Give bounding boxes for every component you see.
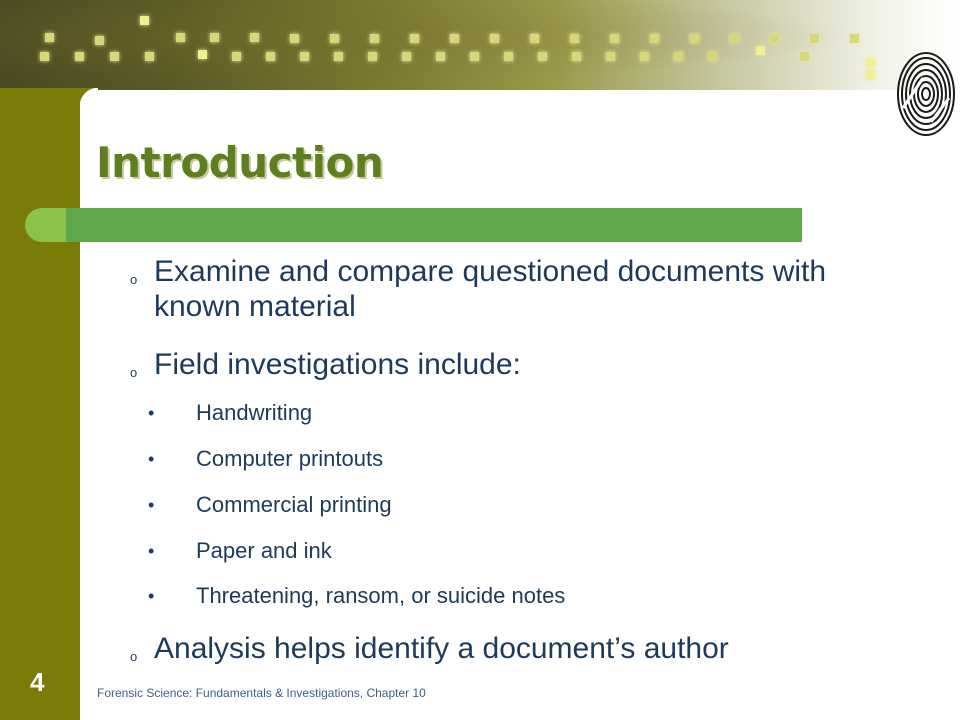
bullet-text: Field investigations include:: [154, 348, 521, 381]
bullet-text: Analysis helps identify a document’s author: [154, 632, 729, 665]
bullet-item: [130, 254, 894, 324]
slide-footer: Forensic Science: Fundamentals & Investigations, Chapter 10: [97, 686, 426, 700]
sub-bullet-text: Commercial printing: [196, 492, 392, 517]
sub-bullet-text: Computer printouts: [196, 446, 384, 471]
sub-bullet-marker-dot: •: [148, 586, 155, 606]
sub-bullet-text: Threatening, ransom, or suicide notes: [196, 583, 566, 608]
sub-bullet-text: Paper and ink: [196, 538, 332, 563]
bullet-item: [130, 347, 894, 382]
sub-bullet-item: [148, 445, 896, 473]
slide-number: 4: [30, 667, 45, 697]
sub-bullet-item: [148, 399, 896, 427]
bullet-text: Examine and compare questioned documents with known material: [154, 255, 827, 323]
bullet-marker-circle: o: [130, 649, 138, 664]
sub-bullet-text: Handwriting: [196, 400, 313, 425]
sub-bullet-item: [148, 491, 896, 519]
slide-title: Introduction: [96, 138, 384, 187]
sub-bullet-marker-dot: •: [148, 495, 155, 515]
bullet-item: [130, 631, 894, 666]
sub-bullet-marker-dot: •: [148, 541, 155, 561]
sub-bullet-item: [148, 537, 896, 565]
bullet-marker-circle: o: [130, 365, 138, 380]
sub-bullet-marker-dot: •: [148, 449, 155, 469]
sub-bullet-item: [148, 582, 896, 610]
bullet-marker-circle: o: [130, 272, 138, 287]
sub-bullet-marker-dot: •: [148, 403, 155, 423]
